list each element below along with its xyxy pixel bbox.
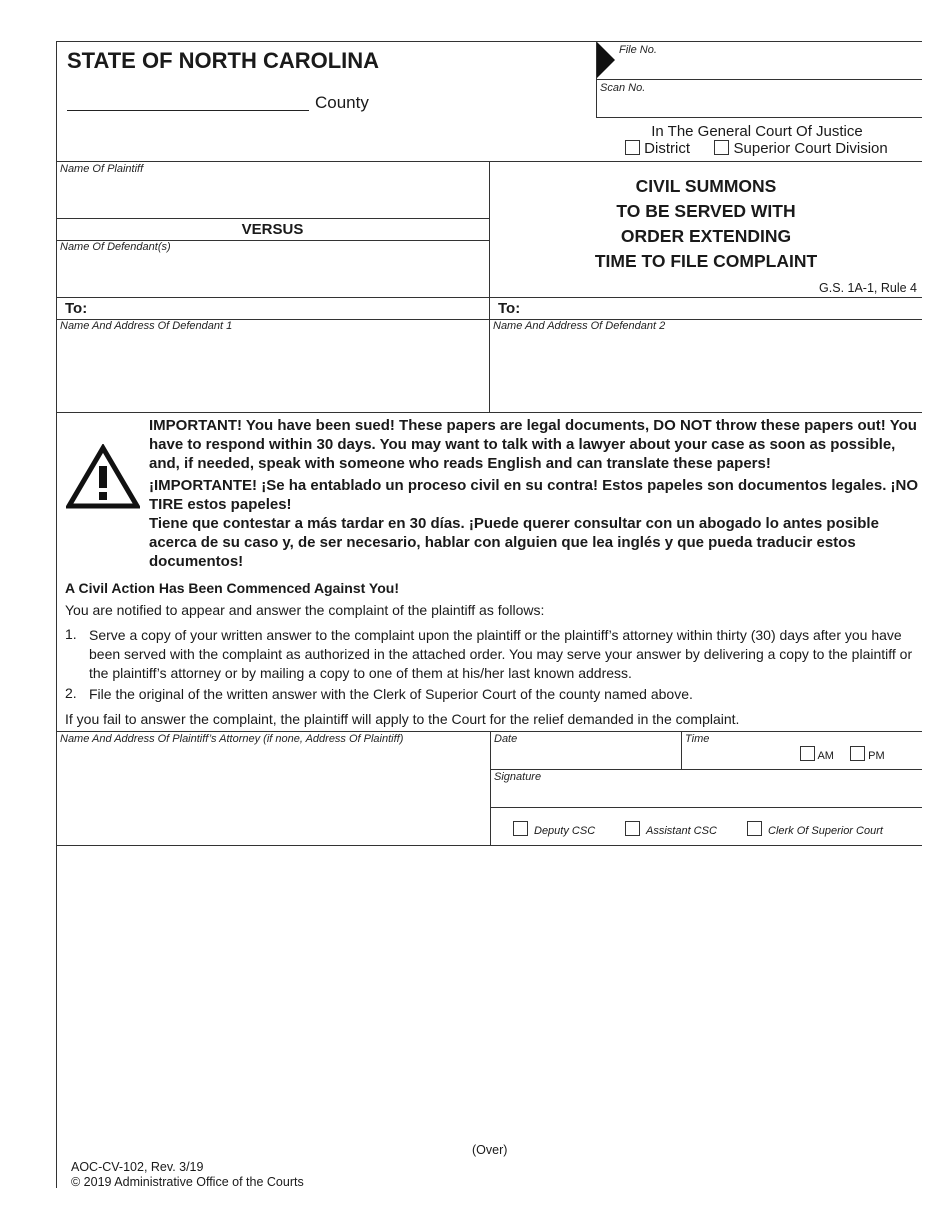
state-title: STATE OF NORTH CAROLINA <box>67 48 380 73</box>
signature-bottom-line <box>56 845 922 846</box>
date-label: Date <box>494 733 518 745</box>
warning-spanish-1: ¡IMPORTANTE! ¡Se ha entablado un proceso civil en su contra! Estos papeles son documentos legales. ¡NO TIRE estos papeles! <box>149 477 919 513</box>
scan-no-label: Scan No. <box>600 82 646 94</box>
plaintiff-label: Name Of Plaintiff <box>60 163 144 175</box>
item1-number: 1. <box>65 626 77 642</box>
parties-bottom-line <box>56 297 922 298</box>
district-checkbox[interactable] <box>625 140 640 155</box>
warning-english: IMPORTANT! You have been sued! These papers are legal documents, DO NOT throw these papers out! You have to respond within 30 days. You may want to talk with a lawyer about your case as soon as possible, and, if needed, speak with someone who reads English and can translate these papers! <box>149 417 917 472</box>
title-line-4: TIME TO FILE COMPLAINT <box>594 251 818 271</box>
deputy-label: Deputy CSC <box>534 825 596 837</box>
county-label: County <box>315 93 369 112</box>
district-label: District <box>644 140 690 157</box>
title-line-3: ORDER EXTENDING <box>620 226 792 246</box>
to-label-1: To: <box>65 300 88 317</box>
clerk-label: Clerk Of Superior Court <box>768 825 883 837</box>
left-border <box>56 41 57 1188</box>
plaintiff-line <box>56 218 489 219</box>
warning-spanish-2: Tiene que contestar a más tardar en 30 días. ¡Puede querer consultar con un abogado lo antes posible acerca de su caso y, de ser necesario, hablar con alguien que lea inglés y que pueda traducir estos documentos! <box>149 515 879 570</box>
form-number: AOC-CV-102, Rev. 3/19 <box>71 1160 204 1174</box>
defendant-label: Name Of Defendant(s) <box>60 241 171 253</box>
am-checkbox[interactable] <box>800 746 815 761</box>
scan-no-line[interactable] <box>596 117 922 118</box>
title-line-2: TO BE SERVED WITH <box>616 201 796 221</box>
clerk-checkbox[interactable] <box>747 821 762 836</box>
time-label: Time <box>685 733 710 745</box>
deputy-checkbox[interactable] <box>513 821 528 836</box>
assistant-label: Assistant CSC <box>646 825 717 837</box>
attorney-label: Name And Address Of Plaintiff’s Attorney (if none, Address Of Plaintiff) <box>60 733 404 745</box>
signature-line[interactable] <box>490 807 922 808</box>
title-line-1: CIVIL SUMMONS <box>635 176 777 196</box>
defendant1-label: Name And Address Of Defendant 1 <box>60 320 233 332</box>
date-bottom-line <box>490 769 922 770</box>
county-line[interactable] <box>67 110 309 111</box>
assistant-checkbox[interactable] <box>625 821 640 836</box>
warning-icon <box>66 444 140 510</box>
item2-number: 2. <box>65 685 77 701</box>
superior-checkbox[interactable] <box>714 140 729 155</box>
division-options <box>625 140 888 157</box>
file-no-label: File No. <box>619 44 657 56</box>
date-time-divider <box>681 731 682 769</box>
am-label: AM <box>817 750 834 762</box>
over-label: (Over) <box>472 1143 508 1157</box>
item1-text: Serve a copy of your written answer to the complaint upon the plaintiff or the plaintiff’s attorney within thirty (30) days after you have been served with the complaint as authorized in the attached order. You may serve your answer by delivering a copy to the plaintiff or the plaintiff’s attorney or by mailing a copy to one of them at his/her last known address. <box>89 627 913 681</box>
item2-text: File the original of the written answer with the Clerk of Superior Court of the county named above. <box>89 686 693 702</box>
versus-label: VERSUS <box>241 221 304 238</box>
to-label-2: To: <box>498 300 521 317</box>
file-no-marker-icon <box>597 42 615 78</box>
defendant2-label: Name And Address Of Defendant 2 <box>493 320 666 332</box>
deputy-option <box>513 821 595 837</box>
superior-label: Superior Court Division <box>733 140 888 157</box>
top-border <box>56 41 922 42</box>
civil-action-heading: A Civil Action Has Been Commenced Against You! <box>65 580 399 596</box>
pm-label: PM <box>868 750 885 762</box>
warning-text <box>149 416 919 571</box>
pm-checkbox[interactable] <box>850 746 865 761</box>
court-title: In The General Court Of Justice <box>651 123 863 140</box>
ampm-options <box>800 746 885 762</box>
signature-label: Signature <box>494 771 542 783</box>
copyright: © 2019 Administrative Office of the Courts <box>71 1175 304 1189</box>
failure-text: If you fail to answer the complaint, the plaintiff will apply to the Court for the relief demanded in the complaint. <box>65 711 740 727</box>
signature-top-line <box>56 731 922 732</box>
to-bottom-line <box>56 412 922 413</box>
signature-divider <box>490 731 491 845</box>
clerk-option <box>747 821 883 837</box>
file-no-line[interactable] <box>596 79 922 80</box>
statute-ref: G.S. 1A-1, Rule 4 <box>819 281 917 295</box>
parties-divider <box>489 161 490 412</box>
intro-text: You are notified to appear and answer the complaint of the plaintiff as follows: <box>65 602 545 618</box>
assistant-option <box>625 821 717 837</box>
